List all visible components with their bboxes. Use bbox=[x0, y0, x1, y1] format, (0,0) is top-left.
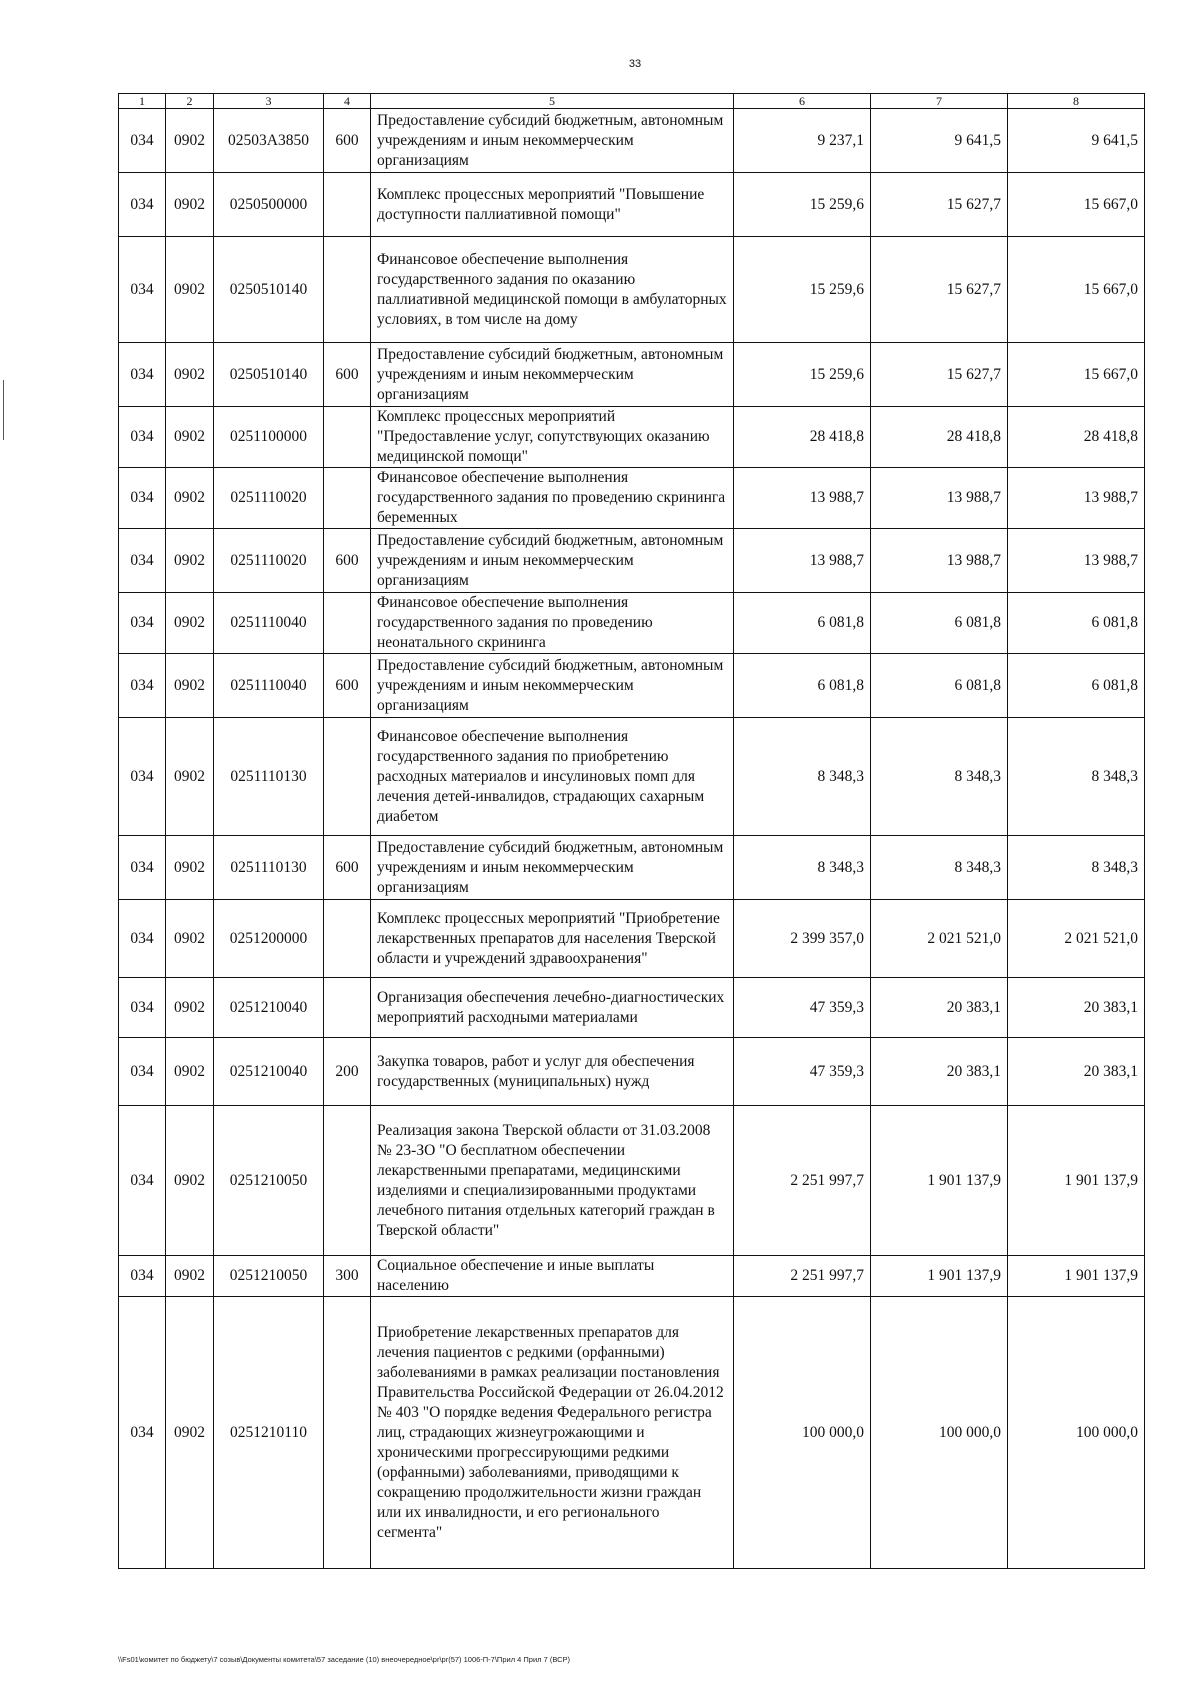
description-cell: Финансовое обеспечение выполнения государственного задания по проведению неонатального скрининга bbox=[371, 593, 734, 654]
amount-col6-cell: 8 348,3 bbox=[734, 718, 871, 836]
code-admin-cell: 034 bbox=[119, 1038, 166, 1106]
amount-col6-cell: 15 259,6 bbox=[734, 173, 871, 237]
table-row bbox=[119, 718, 1145, 836]
code-section-cell: 0902 bbox=[166, 836, 214, 900]
amount-col6-cell: 2 399 357,0 bbox=[734, 900, 871, 978]
code-target-cell: 0251210050 bbox=[214, 1106, 324, 1256]
amount-col7-cell: 13 988,7 bbox=[871, 529, 1008, 593]
code-admin-cell: 034 bbox=[119, 1297, 166, 1569]
table-row bbox=[119, 654, 1145, 718]
amount-col8-cell: 100 000,0 bbox=[1008, 1297, 1145, 1569]
amount-col6-cell: 28 418,8 bbox=[734, 407, 871, 468]
description-cell: Финансовое обеспечение выполнения государственного задания по оказанию паллиативной медицинской помощи в амбулаторных условиях, в том числе на дому bbox=[371, 237, 734, 343]
description-cell: Финансовое обеспечение выполнения государственного задания по проведению скрининга беременных bbox=[371, 468, 734, 529]
code-section-cell: 0902 bbox=[166, 900, 214, 978]
code-target-cell: 0250510140 bbox=[214, 237, 324, 343]
scan-edge-mark bbox=[3, 380, 4, 440]
amount-col7-cell: 20 383,1 bbox=[871, 978, 1008, 1038]
code-target-cell: 0251210050 bbox=[214, 1256, 324, 1297]
description-cell: Предоставление субсидий бюджетным, автономным учреждениям и иным некоммерческим организациям bbox=[371, 109, 734, 173]
amount-col7-cell: 8 348,3 bbox=[871, 836, 1008, 900]
code-expense-type-cell: 600 bbox=[324, 654, 371, 718]
description-cell: Приобретение лекарственных препаратов для лечения пациентов с редкими (орфанными) заболеваниями в рамках реализации постановления Правительства Российской Федерации от 26.04.2012 № 403 "О порядке ведения Федерального регистра лиц, страдающих жизнеугрожающими и хроническими прогрессирующими редкими (орфанными) заболеваниями, приводящими к сокращению продолжительности жизни граждан или их инвалидности, и его регионального сегмента" bbox=[371, 1297, 734, 1569]
table-row bbox=[119, 109, 1145, 173]
amount-col8-cell: 2 021 521,0 bbox=[1008, 900, 1145, 978]
code-target-cell: 0251110130 bbox=[214, 718, 324, 836]
code-admin-cell: 034 bbox=[119, 529, 166, 593]
code-expense-type-cell: 600 bbox=[324, 529, 371, 593]
amount-col8-cell: 6 081,8 bbox=[1008, 654, 1145, 718]
code-section-cell: 0902 bbox=[166, 978, 214, 1038]
header-cell: 3 bbox=[214, 94, 324, 109]
code-target-cell: 0251100000 bbox=[214, 407, 324, 468]
description-cell: Финансовое обеспечение выполнения государственного задания по приобретению расходных материалов и инсулиновых помп для лечения детей-инвалидов, страдающих сахарным диабетом bbox=[371, 718, 734, 836]
amount-col7-cell: 9 641,5 bbox=[871, 109, 1008, 173]
code-section-cell: 0902 bbox=[166, 343, 214, 407]
table-row bbox=[119, 343, 1145, 407]
code-section-cell: 0902 bbox=[166, 237, 214, 343]
amount-col6-cell: 100 000,0 bbox=[734, 1297, 871, 1569]
header-cell: 5 bbox=[371, 94, 734, 109]
description-cell: Комплекс процессных мероприятий "Предоставление услуг, сопутствующих оказанию медицинской помощи" bbox=[371, 407, 734, 468]
header-cell: 7 bbox=[871, 94, 1008, 109]
code-expense-type-cell bbox=[324, 237, 371, 343]
code-target-cell: 0251110130 bbox=[214, 836, 324, 900]
amount-col6-cell: 13 988,7 bbox=[734, 468, 871, 529]
code-section-cell: 0902 bbox=[166, 1106, 214, 1256]
code-section-cell: 0902 bbox=[166, 1038, 214, 1106]
amount-col7-cell: 28 418,8 bbox=[871, 407, 1008, 468]
amount-col8-cell: 15 667,0 bbox=[1008, 237, 1145, 343]
code-admin-cell: 034 bbox=[119, 593, 166, 654]
amount-col8-cell: 28 418,8 bbox=[1008, 407, 1145, 468]
amount-col6-cell: 6 081,8 bbox=[734, 654, 871, 718]
code-expense-type-cell bbox=[324, 407, 371, 468]
amount-col8-cell: 13 988,7 bbox=[1008, 529, 1145, 593]
code-target-cell: 02503A3850 bbox=[214, 109, 324, 173]
code-section-cell: 0902 bbox=[166, 109, 214, 173]
code-admin-cell: 034 bbox=[119, 407, 166, 468]
amount-col8-cell: 8 348,3 bbox=[1008, 718, 1145, 836]
code-section-cell: 0902 bbox=[166, 1256, 214, 1297]
code-admin-cell: 034 bbox=[119, 173, 166, 237]
code-admin-cell: 034 bbox=[119, 654, 166, 718]
code-section-cell: 0902 bbox=[166, 407, 214, 468]
description-cell: Социальное обеспечение и иные выплаты населению bbox=[371, 1256, 734, 1297]
code-expense-type-cell: 200 bbox=[324, 1038, 371, 1106]
code-expense-type-cell: 600 bbox=[324, 836, 371, 900]
header-cell: 1 bbox=[119, 94, 166, 109]
table-row bbox=[119, 173, 1145, 237]
code-target-cell: 0251210040 bbox=[214, 1038, 324, 1106]
description-cell: Комплекс процессных мероприятий "Повышение доступности паллиативной помощи" bbox=[371, 173, 734, 237]
amount-col8-cell: 9 641,5 bbox=[1008, 109, 1145, 173]
amount-col8-cell: 15 667,0 bbox=[1008, 173, 1145, 237]
table-row bbox=[119, 1106, 1145, 1256]
amount-col8-cell: 15 667,0 bbox=[1008, 343, 1145, 407]
amount-col7-cell: 15 627,7 bbox=[871, 343, 1008, 407]
description-cell: Предоставление субсидий бюджетным, автономным учреждениям и иным некоммерческим организациям bbox=[371, 343, 734, 407]
file-path-footer: \\Fs01\комитет по бюджету\7 созыв\Документы комитета\57 заседание (10) внеочередное\pr\pr(57) 1006-П-7\Прил 4 Прил 7 (ВСР) bbox=[118, 1655, 571, 1664]
amount-col6-cell: 13 988,7 bbox=[734, 529, 871, 593]
code-expense-type-cell bbox=[324, 468, 371, 529]
amount-col7-cell: 8 348,3 bbox=[871, 718, 1008, 836]
code-target-cell: 0251110040 bbox=[214, 654, 324, 718]
code-admin-cell: 034 bbox=[119, 237, 166, 343]
code-admin-cell: 034 bbox=[119, 978, 166, 1038]
table-row bbox=[119, 1038, 1145, 1106]
amount-col6-cell: 47 359,3 bbox=[734, 1038, 871, 1106]
code-admin-cell: 034 bbox=[119, 109, 166, 173]
description-cell: Предоставление субсидий бюджетным, автономным учреждениям и иным некоммерческим организациям bbox=[371, 529, 734, 593]
description-cell: Организация обеспечения лечебно-диагностических мероприятий расходными материалами bbox=[371, 978, 734, 1038]
table-row bbox=[119, 978, 1145, 1038]
code-admin-cell: 034 bbox=[119, 836, 166, 900]
description-cell: Предоставление субсидий бюджетным, автономным учреждениям и иным некоммерческим организациям bbox=[371, 836, 734, 900]
code-target-cell: 0250500000 bbox=[214, 173, 324, 237]
amount-col8-cell: 1 901 137,9 bbox=[1008, 1106, 1145, 1256]
table-row bbox=[119, 237, 1145, 343]
code-admin-cell: 034 bbox=[119, 343, 166, 407]
code-target-cell: 0251210110 bbox=[214, 1297, 324, 1569]
code-expense-type-cell bbox=[324, 900, 371, 978]
amount-col7-cell: 15 627,7 bbox=[871, 173, 1008, 237]
amount-col6-cell: 15 259,6 bbox=[734, 343, 871, 407]
code-target-cell: 0251110020 bbox=[214, 529, 324, 593]
code-section-cell: 0902 bbox=[166, 529, 214, 593]
code-section-cell: 0902 bbox=[166, 718, 214, 836]
code-admin-cell: 034 bbox=[119, 900, 166, 978]
page-number: 33 bbox=[628, 58, 642, 70]
amount-col6-cell: 15 259,6 bbox=[734, 237, 871, 343]
amount-col6-cell: 8 348,3 bbox=[734, 836, 871, 900]
code-expense-type-cell bbox=[324, 593, 371, 654]
header-cell: 2 bbox=[166, 94, 214, 109]
code-expense-type-cell bbox=[324, 978, 371, 1038]
table-row bbox=[119, 900, 1145, 978]
amount-col7-cell: 13 988,7 bbox=[871, 468, 1008, 529]
code-target-cell: 0251110020 bbox=[214, 468, 324, 529]
amount-col8-cell: 1 901 137,9 bbox=[1008, 1256, 1145, 1297]
code-admin-cell: 034 bbox=[119, 1106, 166, 1256]
code-admin-cell: 034 bbox=[119, 468, 166, 529]
code-target-cell: 0250510140 bbox=[214, 343, 324, 407]
amount-col7-cell: 2 021 521,0 bbox=[871, 900, 1008, 978]
table-row bbox=[119, 593, 1145, 654]
amount-col7-cell: 1 901 137,9 bbox=[871, 1106, 1008, 1256]
amount-col6-cell: 47 359,3 bbox=[734, 978, 871, 1038]
code-admin-cell: 034 bbox=[119, 1256, 166, 1297]
amount-col7-cell: 100 000,0 bbox=[871, 1297, 1008, 1569]
amount-col8-cell: 8 348,3 bbox=[1008, 836, 1145, 900]
code-expense-type-cell: 300 bbox=[324, 1256, 371, 1297]
amount-col6-cell: 2 251 997,7 bbox=[734, 1256, 871, 1297]
amount-col6-cell: 6 081,8 bbox=[734, 593, 871, 654]
budget-table bbox=[118, 93, 1145, 1569]
amount-col8-cell: 20 383,1 bbox=[1008, 978, 1145, 1038]
header-cell: 8 bbox=[1008, 94, 1145, 109]
code-section-cell: 0902 bbox=[166, 468, 214, 529]
table-row bbox=[119, 407, 1145, 468]
table-row bbox=[119, 468, 1145, 529]
table-header-row bbox=[119, 94, 1145, 109]
code-expense-type-cell: 600 bbox=[324, 343, 371, 407]
code-section-cell: 0902 bbox=[166, 654, 214, 718]
amount-col8-cell: 6 081,8 bbox=[1008, 593, 1145, 654]
amount-col6-cell: 9 237,1 bbox=[734, 109, 871, 173]
amount-col7-cell: 20 383,1 bbox=[871, 1038, 1008, 1106]
description-cell: Предоставление субсидий бюджетным, автономным учреждениям и иным некоммерческим организациям bbox=[371, 654, 734, 718]
amount-col7-cell: 15 627,7 bbox=[871, 237, 1008, 343]
amount-col7-cell: 6 081,8 bbox=[871, 593, 1008, 654]
amount-col8-cell: 13 988,7 bbox=[1008, 468, 1145, 529]
description-cell: Реализация закона Тверской области от 31.03.2008 № 23-ЗО "О бесплатном обеспечении лекарственными препаратами, медицинскими изделиями и специализированными продуктами лечебного питания отдельных категорий граждан в Тверской области" bbox=[371, 1106, 734, 1256]
code-target-cell: 0251210040 bbox=[214, 978, 324, 1038]
code-expense-type-cell bbox=[324, 1297, 371, 1569]
description-cell: Закупка товаров, работ и услуг для обеспечения государственных (муниципальных) нужд bbox=[371, 1038, 734, 1106]
header-cell: 6 bbox=[734, 94, 871, 109]
amount-col6-cell: 2 251 997,7 bbox=[734, 1106, 871, 1256]
header-cell: 4 bbox=[324, 94, 371, 109]
code-target-cell: 0251110040 bbox=[214, 593, 324, 654]
code-expense-type-cell bbox=[324, 718, 371, 836]
code-section-cell: 0902 bbox=[166, 1297, 214, 1569]
table-row bbox=[119, 836, 1145, 900]
code-section-cell: 0902 bbox=[166, 593, 214, 654]
code-admin-cell: 034 bbox=[119, 718, 166, 836]
amount-col7-cell: 1 901 137,9 bbox=[871, 1256, 1008, 1297]
amount-col7-cell: 6 081,8 bbox=[871, 654, 1008, 718]
table-row bbox=[119, 1256, 1145, 1297]
table-row bbox=[119, 1297, 1145, 1569]
code-target-cell: 0251200000 bbox=[214, 900, 324, 978]
amount-col8-cell: 20 383,1 bbox=[1008, 1038, 1145, 1106]
code-section-cell: 0902 bbox=[166, 173, 214, 237]
code-expense-type-cell: 600 bbox=[324, 109, 371, 173]
code-expense-type-cell bbox=[324, 173, 371, 237]
code-expense-type-cell bbox=[324, 1106, 371, 1256]
table-row bbox=[119, 529, 1145, 593]
description-cell: Комплекс процессных мероприятий "Приобретение лекарственных препаратов для населения Тверской области и учреждений здравоохранения" bbox=[371, 900, 734, 978]
